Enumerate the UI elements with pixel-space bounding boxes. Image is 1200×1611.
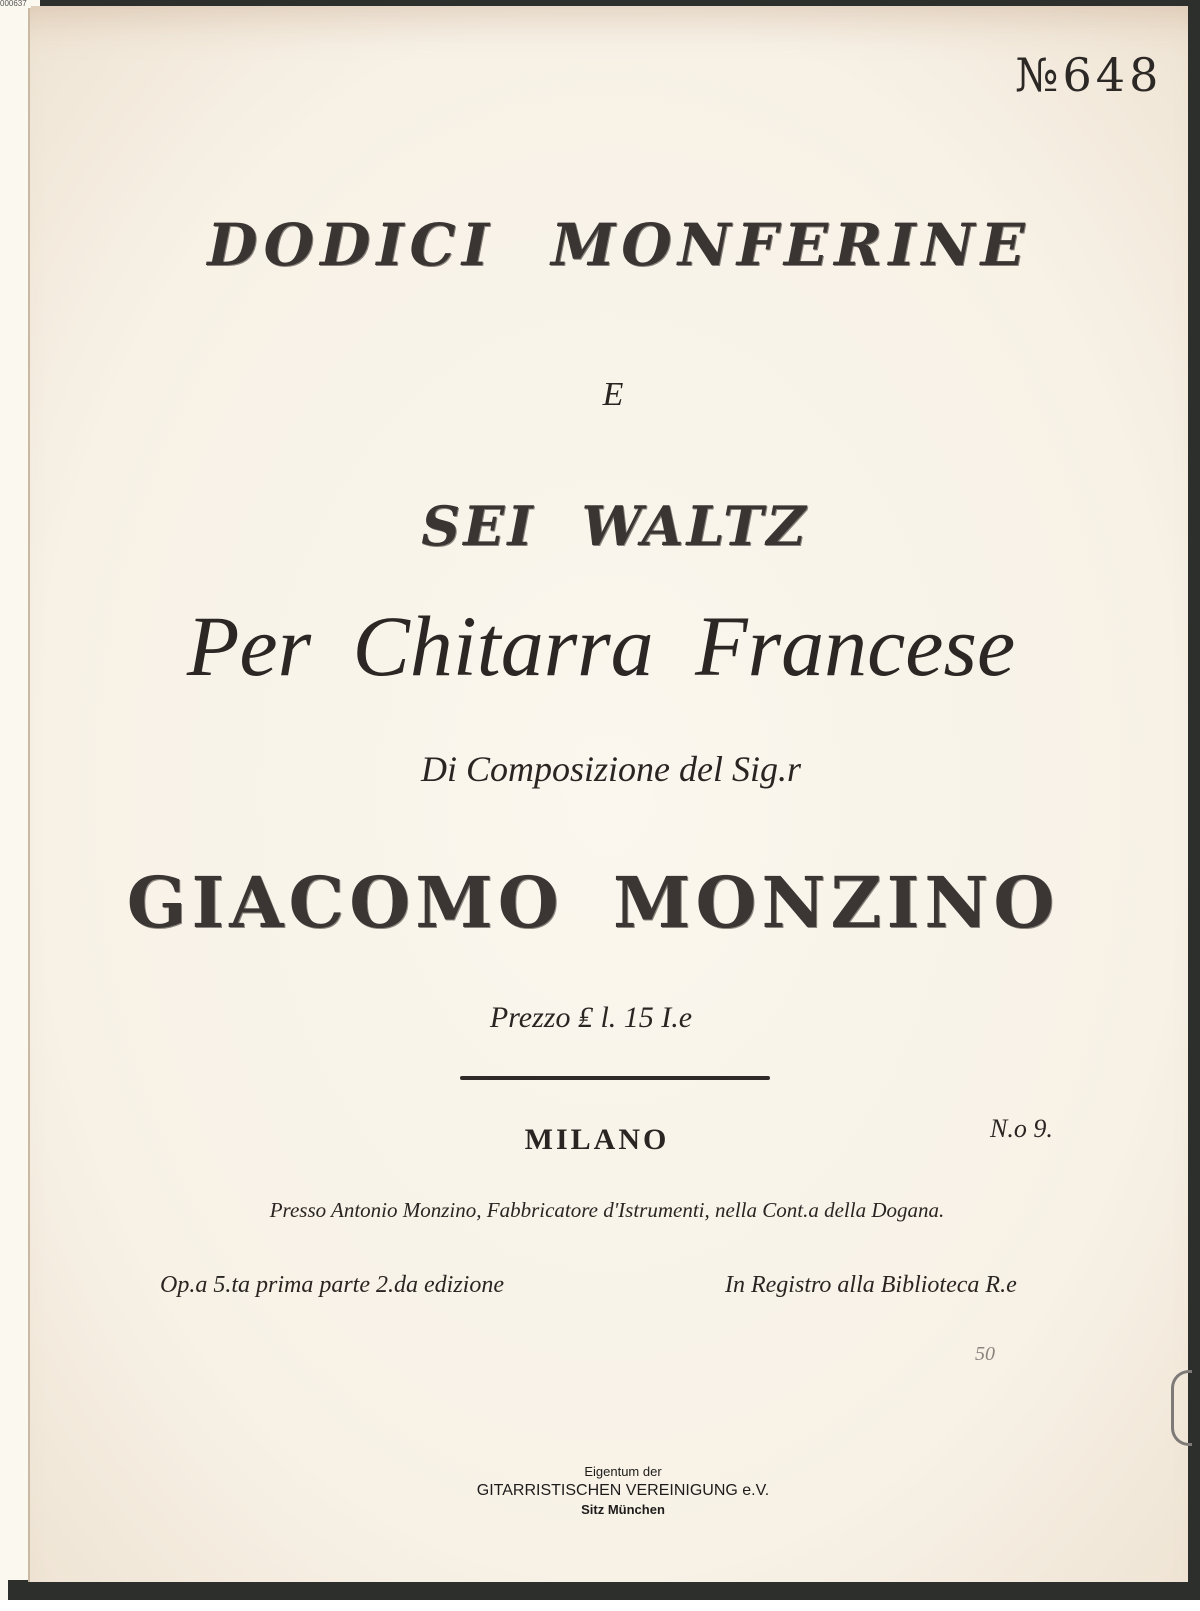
bottom-margin bbox=[0, 1600, 1200, 1611]
catalog-number-stamp: №648 bbox=[1015, 48, 1163, 102]
title-dodici-monferine: DODICI MONFERINE bbox=[207, 211, 1031, 279]
ownership-stamp-line-3: Sitz München bbox=[581, 1502, 665, 1517]
title-conjunction: E bbox=[602, 376, 624, 413]
divider-rule bbox=[460, 1076, 770, 1080]
title-sei-waltz: SEI WALTZ bbox=[421, 494, 809, 558]
price: Prezzo ₤ l. 15 I.e bbox=[489, 1001, 693, 1034]
publication-city: MILANO bbox=[524, 1123, 670, 1156]
scan-id-label: 000637 bbox=[0, 0, 31, 8]
issue-number: N.o 9. bbox=[990, 1114, 1053, 1143]
binder-clip-icon bbox=[1171, 1370, 1192, 1446]
opus-edition: Op.a 5.ta prima parte 2.da edizione bbox=[160, 1272, 504, 1298]
ownership-stamp-line-1: Eigentum der bbox=[584, 1464, 662, 1479]
library-registration: In Registro alla Biblioteca R.e bbox=[725, 1272, 1017, 1298]
composer-intro: Di Composizione del Sig.r bbox=[420, 749, 801, 789]
pencil-annotation: 50 bbox=[975, 1343, 995, 1365]
composer-name: GIACOMO MONZINO bbox=[126, 861, 1060, 944]
publisher-line: Presso Antonio Monzino, Fabbricatore d'Istrumenti, nella Cont.a della Dogana. bbox=[269, 1198, 945, 1222]
instrument-line: Per Chitarra Francese bbox=[186, 598, 1016, 694]
title-page bbox=[28, 6, 1188, 1582]
scanner-frame-bottom bbox=[8, 1580, 1200, 1600]
ownership-stamp-line-2: GITARRISTISCHEN VEREINIGUNG e.V. bbox=[476, 1482, 770, 1499]
